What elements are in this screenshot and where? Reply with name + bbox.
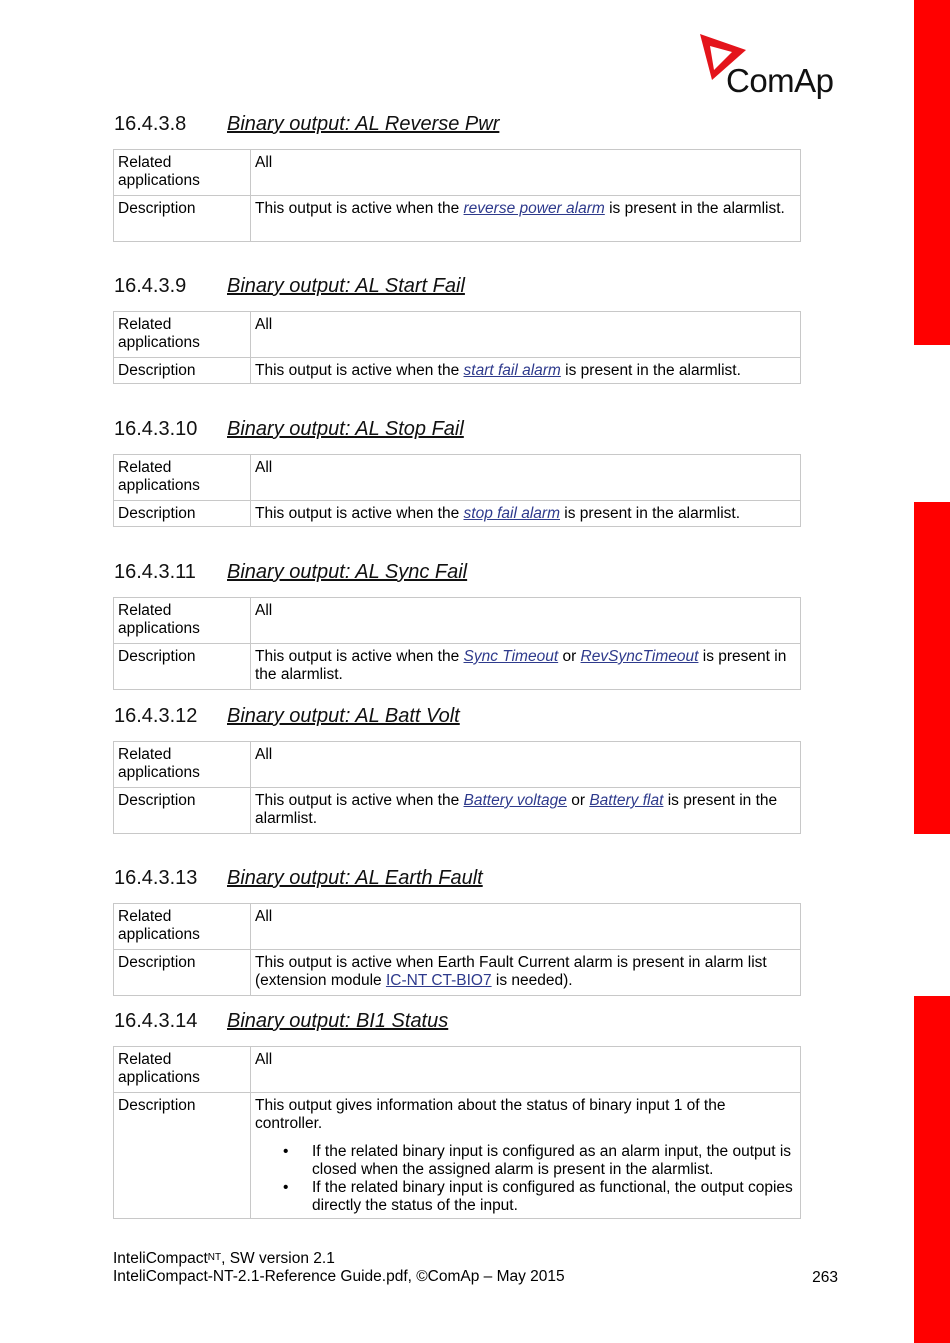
- section-title: Binary output: AL Earth Fault: [227, 867, 483, 889]
- footer-product-sup: NT: [207, 1252, 222, 1263]
- desc-text: This output is active when the: [255, 505, 464, 522]
- section-title: Binary output: AL Reverse Pwr: [227, 113, 500, 135]
- page-footer: [113, 1250, 838, 1286]
- section-number: 16.4.3.11: [114, 561, 196, 583]
- logo-wordmark: ComAp: [726, 62, 834, 99]
- section-heading: [113, 705, 801, 733]
- description-value: [251, 788, 801, 834]
- related-value: All: [251, 904, 801, 950]
- section-al-sync-fail: [113, 561, 801, 690]
- section-heading: [113, 1010, 801, 1038]
- section-title: Binary output: AL Batt Volt: [227, 705, 460, 727]
- section-al-start-fail: [113, 275, 801, 384]
- section-heading: [113, 561, 801, 589]
- related-value: All: [251, 742, 801, 788]
- description-label: Description: [114, 358, 251, 384]
- footer-product-line: [113, 1250, 838, 1268]
- footer-file-line: [113, 1268, 838, 1286]
- table-row: [114, 312, 801, 358]
- footer-version: , SW version 2.1: [221, 1250, 335, 1267]
- section-al-batt-volt: [113, 705, 801, 834]
- section-number: 16.4.3.14: [114, 1010, 198, 1032]
- related-label: Related applications: [114, 904, 251, 950]
- alarm-link[interactable]: reverse power alarm: [463, 200, 605, 217]
- desc-text: is present in the alarmlist.: [560, 362, 741, 379]
- section-title: Binary output: AL Start Fail: [227, 275, 465, 297]
- side-bar-middle: [914, 502, 950, 834]
- bullet-list: [255, 1143, 796, 1215]
- related-value: All: [251, 1047, 801, 1093]
- alarm-link[interactable]: RevSyncTimeout: [580, 648, 699, 665]
- table-row: [114, 358, 801, 384]
- description-label: Description: [114, 788, 251, 834]
- related-label: Related applications: [114, 742, 251, 788]
- list-item: [283, 1179, 796, 1215]
- description-value: [251, 196, 801, 242]
- spec-table: [113, 597, 801, 690]
- table-row: [114, 150, 801, 196]
- bullet-icon: •: [283, 1179, 289, 1196]
- desc-text: This output is active when Earth Fault Current alarm is present in alarm list (extension module: [255, 954, 767, 989]
- table-row: [114, 598, 801, 644]
- section-al-reverse-pwr: [113, 113, 801, 242]
- table-row: [114, 904, 801, 950]
- related-label: Related applications: [114, 150, 251, 196]
- description-value: [251, 1093, 801, 1219]
- section-heading: [113, 418, 801, 446]
- footer-file: InteliCompact-NT-2.1-Reference Guide.pdf, ©ComAp – May 2015: [113, 1268, 565, 1285]
- related-label: Related applications: [114, 1047, 251, 1093]
- list-item: [283, 1143, 796, 1179]
- module-link[interactable]: IC-NT CT-BIO7: [385, 972, 492, 989]
- desc-text: This output gives information about the status of binary input 1 of the controller.: [255, 1097, 726, 1132]
- table-row: [114, 196, 801, 242]
- description-label: Description: [114, 1093, 251, 1219]
- description-label: Description: [114, 196, 251, 242]
- desc-text: This output is active when the: [255, 362, 464, 379]
- desc-text: is present in the alarmlist.: [255, 792, 778, 827]
- spec-table: [113, 903, 801, 996]
- section-title: Binary output: AL Stop Fail: [227, 418, 464, 440]
- table-row: [114, 501, 801, 527]
- desc-text: is present in the alarmlist.: [255, 648, 787, 683]
- alarm-link[interactable]: stop fail alarm: [463, 505, 560, 522]
- table-row: [114, 455, 801, 501]
- desc-text: is present in the alarmlist.: [604, 200, 785, 217]
- page-number: 263: [812, 1269, 838, 1286]
- description-value: [251, 644, 801, 690]
- related-label: Related applications: [114, 455, 251, 501]
- section-number: 16.4.3.8: [114, 113, 187, 135]
- section-number: 16.4.3.13: [114, 867, 198, 889]
- desc-text: This output is active when the: [255, 792, 464, 809]
- table-row: [114, 1047, 801, 1093]
- side-bar-top: [914, 0, 950, 345]
- section-heading: [113, 867, 801, 895]
- section-bi1-status: [113, 1010, 801, 1219]
- section-heading: [113, 113, 801, 141]
- desc-text: is needed).: [491, 972, 573, 989]
- desc-text: This output is active when the: [255, 200, 464, 217]
- related-label: Related applications: [114, 598, 251, 644]
- description-label: Description: [114, 950, 251, 996]
- spec-table: [113, 149, 801, 242]
- bullet-text: If the related binary input is configured as an alarm input, the output is closed when the assigned alarm is present in the alarmlist.: [312, 1143, 792, 1178]
- side-bar-bottom: [914, 996, 950, 1343]
- section-al-stop-fail: [113, 418, 801, 527]
- description-label: Description: [114, 501, 251, 527]
- desc-text: This output is active when the: [255, 648, 464, 665]
- section-heading: [113, 275, 801, 303]
- spec-table: [113, 454, 801, 527]
- description-value: [251, 950, 801, 996]
- spec-table: [113, 311, 801, 384]
- desc-text: or: [558, 648, 581, 665]
- section-title: Binary output: BI1 Status: [227, 1010, 449, 1032]
- description-label: Description: [114, 644, 251, 690]
- alarm-link[interactable]: Battery flat: [589, 792, 664, 809]
- alarm-link[interactable]: Battery voltage: [463, 792, 567, 809]
- related-value: All: [251, 598, 801, 644]
- table-row: [114, 644, 801, 690]
- section-title: Binary output: AL Sync Fail: [227, 561, 468, 583]
- table-row: [114, 1093, 801, 1219]
- related-value: All: [251, 150, 801, 196]
- related-value: All: [251, 455, 801, 501]
- alarm-link[interactable]: start fail alarm: [463, 362, 561, 379]
- spec-table: [113, 741, 801, 834]
- table-row: [114, 950, 801, 996]
- spec-table: [113, 1046, 801, 1219]
- section-number: 16.4.3.12: [114, 705, 198, 727]
- desc-text: or: [566, 792, 590, 809]
- related-value: All: [251, 312, 801, 358]
- comap-logo: [698, 32, 843, 104]
- description-value: [251, 501, 801, 527]
- table-row: [114, 742, 801, 788]
- related-label: Related applications: [114, 312, 251, 358]
- description-value: [251, 358, 801, 384]
- bullet-text: If the related binary input is configured as functional, the output copies directly the status of the input.: [312, 1179, 793, 1214]
- section-number: 16.4.3.10: [114, 418, 198, 440]
- section-number: 16.4.3.9: [114, 275, 187, 297]
- alarm-link[interactable]: Sync Timeout: [463, 648, 559, 665]
- bullet-icon: •: [283, 1143, 289, 1160]
- desc-text: is present in the alarmlist.: [560, 505, 741, 522]
- section-al-earth-fault: [113, 867, 801, 996]
- footer-product: InteliCompact: [113, 1250, 208, 1267]
- table-row: [114, 788, 801, 834]
